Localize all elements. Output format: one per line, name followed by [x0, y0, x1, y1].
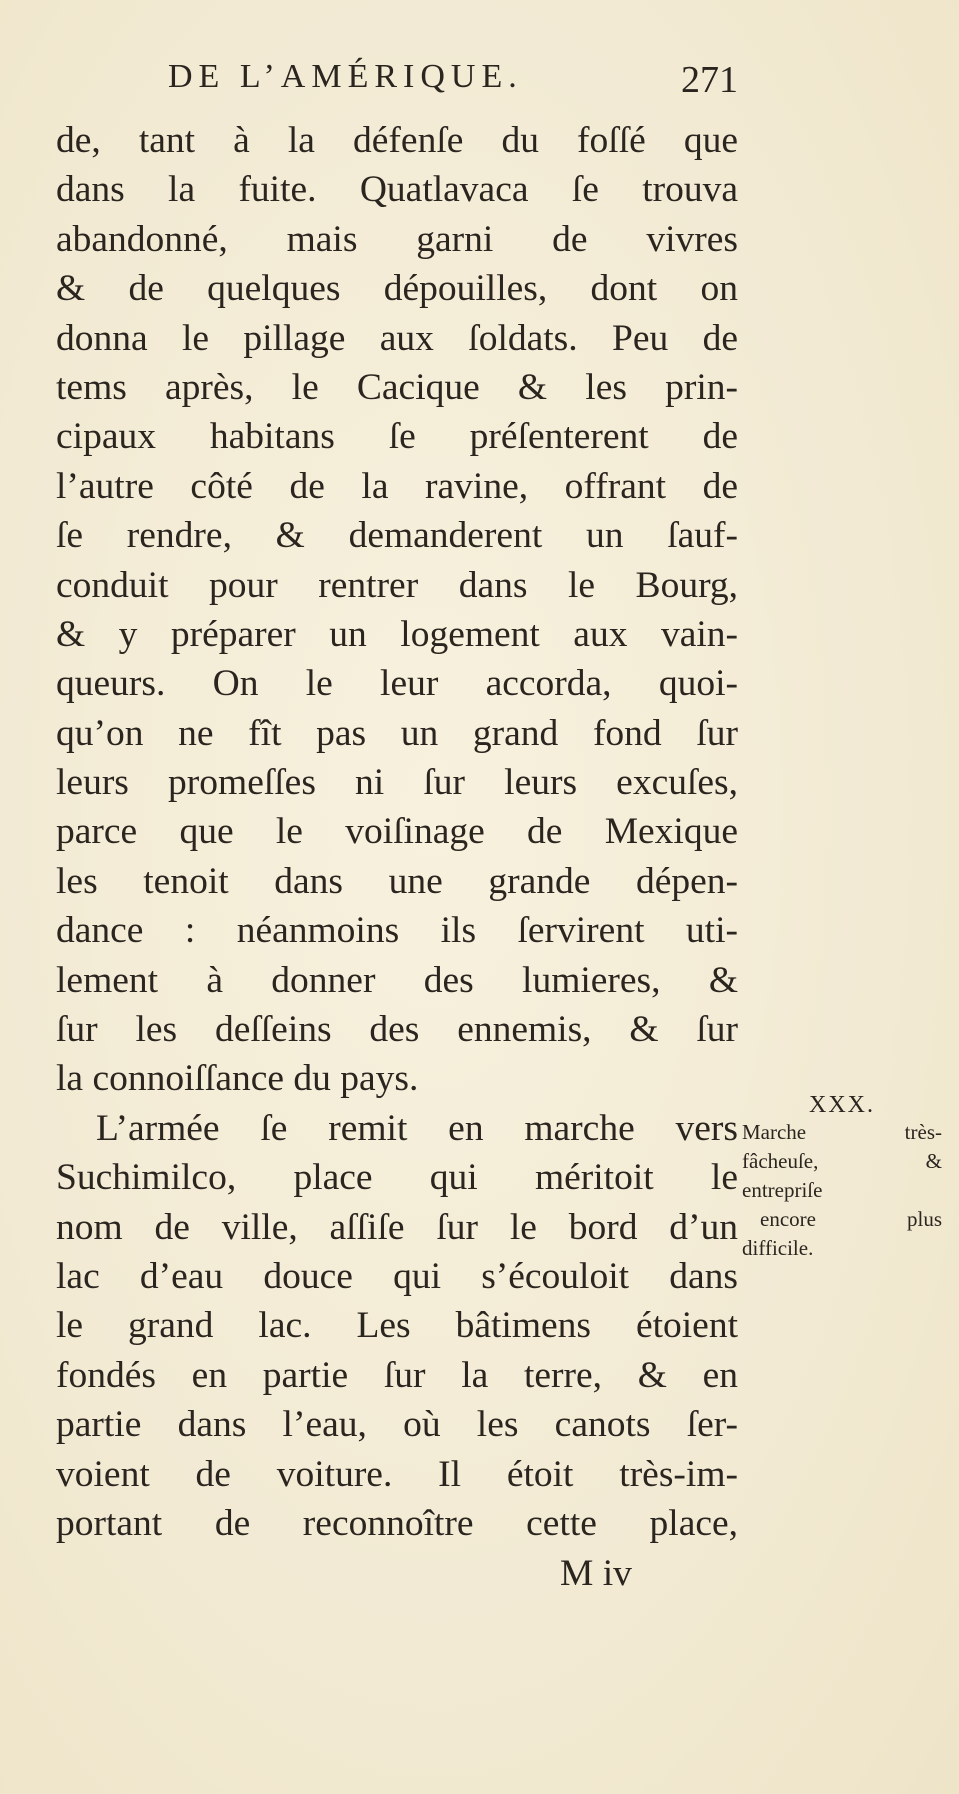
text-line: nom de ville, aſſiſe ſur le bord d’un: [56, 1206, 738, 1248]
running-head-title: DE L’AMÉRIQUE.: [168, 58, 523, 95]
text-line: cipaux habitans ſe préſenterent de: [56, 416, 738, 458]
text-line: fondés en partie ſur la terre, & en: [56, 1354, 738, 1396]
text-line: & y préparer un logement aux vain-: [56, 613, 738, 655]
text-line: abandonné, mais garni de vivres: [56, 218, 738, 260]
margin-note-line: entrepriſe: [742, 1178, 823, 1202]
page-number: 271: [681, 59, 738, 101]
text-line: donna le pillage aux ſoldats. Peu de: [56, 317, 738, 359]
text-line: parce que le voiſinage de Mexique: [56, 811, 738, 853]
text-line: partie dans l’eau, où les canots ſer-: [56, 1404, 738, 1446]
text-line: & de quelques dépouilles, dont on: [56, 268, 738, 310]
text-line: dans la fuite. Quatlavaca ſe trouva: [56, 169, 738, 211]
paragraph-start-line: L’armée ſe remit en marche vers: [96, 1107, 738, 1149]
margin-note-line: encore plus: [760, 1207, 942, 1231]
text-line: qu’on ne fît pas un grand fond ſur: [56, 712, 738, 754]
text-line: Suchimilco, place qui méritoit le: [56, 1157, 738, 1199]
text-line: conduit pour rentrer dans le Bourg,: [56, 564, 738, 606]
text-line: portant de reconnoître cette place,: [56, 1502, 738, 1544]
text-line: lac d’eau douce qui s’écouloit dans: [56, 1255, 738, 1297]
text-line: les tenoit dans une grande dépen-: [56, 860, 738, 902]
margin-note-line: difficile.: [742, 1236, 814, 1260]
body-text: [56, 116, 738, 1548]
text-line: l’autre côté de la ravine, offrant de: [56, 465, 738, 507]
text-line: queurs. On le leur accorda, quoi-: [56, 663, 738, 705]
margin-note: [742, 1092, 942, 1263]
text-line: voient de voiture. Il étoit très-im-: [56, 1453, 738, 1495]
text-line: ſe rendre, & demanderent un ſauf-: [56, 515, 738, 557]
margin-note-line: Marche très-: [742, 1120, 942, 1144]
running-head: [168, 58, 738, 106]
text-line: tems après, le Cacique & les prin-: [56, 366, 738, 408]
text-line: dance : néanmoins ils ſervirent uti-: [56, 910, 738, 952]
text-line: lement à donner des lumieres, &: [56, 959, 738, 1001]
paragraph-end-line: la connoiſſance du pays.: [56, 1058, 419, 1100]
text-line: de, tant à la défenſe du foſſé que: [56, 120, 738, 161]
text-line: ſur les deſſeins des ennemis, & ſur: [56, 1009, 738, 1051]
margin-note-heading: XXX.: [809, 1092, 875, 1118]
text-line: leurs promeſſes ni ſur leurs excuſes,: [56, 762, 738, 804]
text-line: le grand lac. Les bâtimens étoient: [56, 1305, 738, 1347]
margin-note-line: fâcheuſe, &: [742, 1149, 942, 1173]
catchword: M iv: [560, 1553, 632, 1594]
